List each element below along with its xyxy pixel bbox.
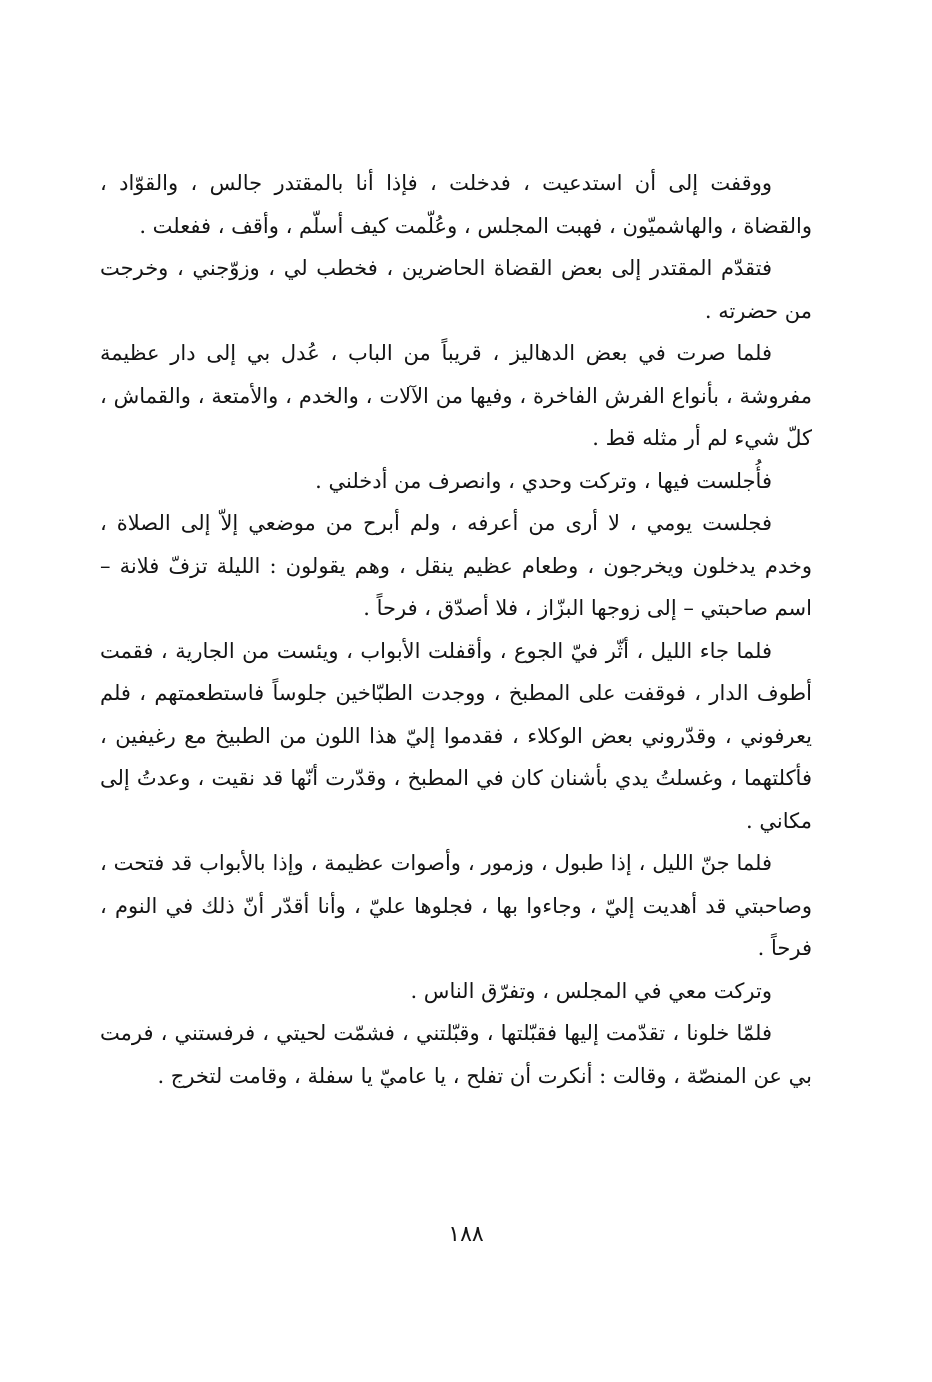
paragraph-8: وتركت معي في المجلس ، وتفرّق الناس .: [410, 978, 772, 1003]
paragraph-9: فلمّا خلونا ، تقدّمت إليها فقبّلتها ، وقبّلتني ، فشمّت لحيتي ، فرفستني ، فرمت بي عن المنصّة ، وقالت : أنكرت أن تفلح ، يا عاميّ يا سفلة ، وقامت لتخرج .: [100, 1021, 812, 1088]
paragraph-6: فلما جاء الليل ، أثّر فيّ الجوع ، وأقفلت الأبواب ، ويئست من الجارية ، فقمت أطوف الدار ، فوقفت على المطبخ ، ووجدت الطبّاخين جلوساً فاستطعمتهم ، فلم يعرفوني ، وقدّروني بعض الوكلاء ، فقدموا إليّ هذا اللون من الطبيخ مع رغيفين ، فأكلتهما ، وغسلتُ يدي بأشنان كان في المطبخ ، وقدّرت أنّها قد نقيت ، وعدتُ إلى مكاني .: [100, 638, 812, 833]
paragraph-7: فلما جنّ الليل ، إذا طبول ، وزمور ، وأصوات عظيمة ، وإذا بالأبواب قد فتحت ، وصاحبتي قد أهديت إليّ ، وجاءوا بها ، فجلوها عليّ ، وأنا أقدّر أنّ ذلك في النوم ، فرحاً .: [100, 851, 812, 960]
paragraph-1: ووقفت إلى أن استدعيت ، فدخلت ، فإذا أنا بالمقتدر جالس ، والقوّاد ، والقضاة ، والهاشميّون ، فهبت المجلس ، وعُلّمت كيف أسلّم ، وأقف ، ففعلت .: [100, 171, 812, 238]
paragraph-4: فأُجلست فيها ، وتركت وحدي ، وانصرف من أدخلني .: [315, 468, 772, 493]
paragraph-5: فجلست يومي ، لا أرى من أعرفه ، ولم أبرح من موضعي إلاّ إلى الصلاة ، وخدم يدخلون ويخرجون ، وطعام عظيم ينقل ، وهم يقولون : الليلة تزفّ فلانة – اسم صاحبتي – إلى زوجها البزّاز ، فلا أصدّق ، فرحاً .: [100, 511, 812, 620]
page-number: ١٨٨: [448, 1222, 484, 1247]
paragraph-2: فتقدّم المقتدر إلى بعض القضاة الحاضرين ، فخطب لي ، وزوّجني ، وخرجت من حضرته .: [100, 256, 812, 323]
paragraph-3: فلما صرت في بعض الدهاليز ، قريباً من الباب ، عُدل بي إلى دار عظيمة مفروشة ، بأنواع الفرش الفاخرة ، وفيها من الآلات ، والخدم ، والأمتعة ، والقماش ، كلّ شيء لم أر مثله قط .: [100, 341, 812, 450]
page-body: [100, 162, 812, 1097]
